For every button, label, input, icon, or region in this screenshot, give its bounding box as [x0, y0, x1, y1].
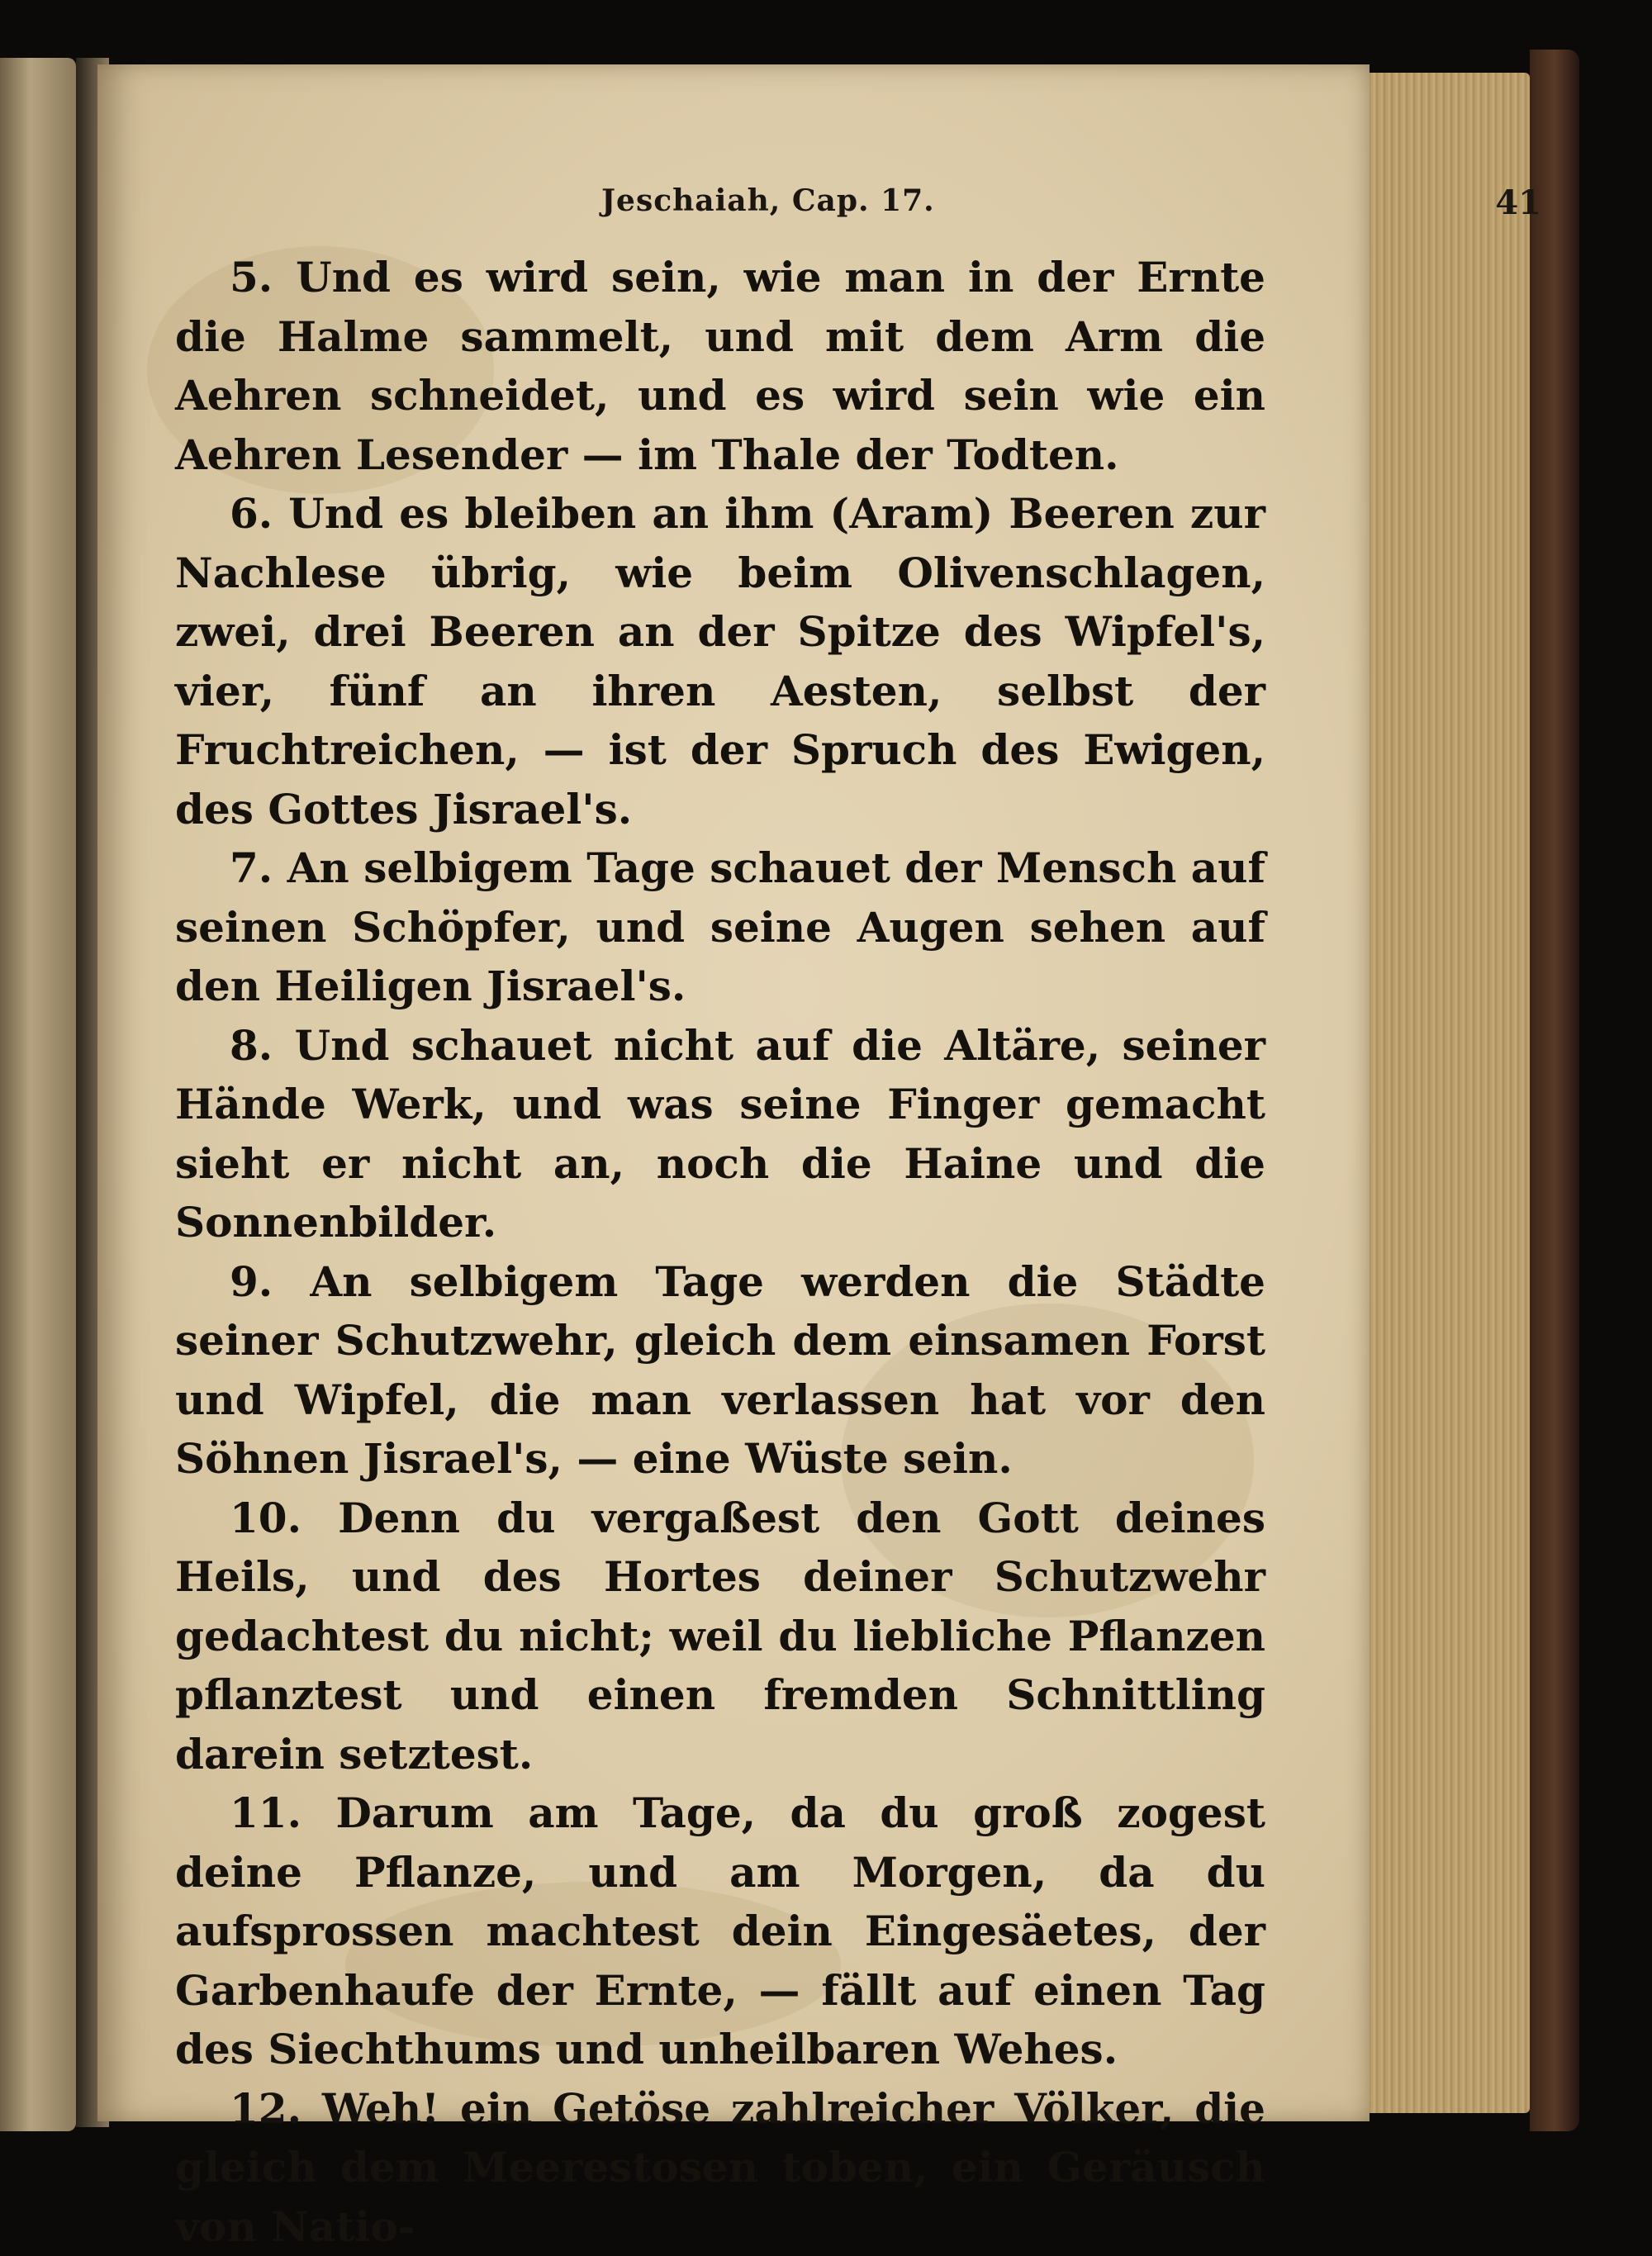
verse-10: 10. Denn du vergaßest den Gott deines Heils, und des Hortes deiner Schutzwehr gedachtest du nicht; weil du liebliche Pflanzen pflanztest und einen fremden Schnittling darein setztest. — [175, 1489, 1265, 1784]
verse-5: 5. Und es wird sein, wie man in der Ernte die Halme sammelt, und mit dem Arm die Aehren schneidet, und es wird sein wie ein Aehren Lesender — im Thale der Todten. — [175, 248, 1265, 484]
verse-9: 9. An selbigem Tage werden die Städte seiner Schutzwehr, gleich dem einsamen Forst und Wipfel, die man verlassen hat vor den Söhnen Jisrael's, — eine Wüste sein. — [175, 1252, 1265, 1489]
body-text — [175, 248, 1265, 2256]
page-header — [578, 183, 1541, 223]
verse-6: 6. Und es bleiben an ihm (Aram) Beeren zur Nachlese übrig, wie beim Olivenschlagen, zwei, drei Beeren an der Spitze des Wipfel's, vier, fünf an ihren Aesten, selbst der Fruchtreichen, — ist der Spruch des Ewigen, des Gottes Jisrael's. — [175, 484, 1265, 838]
verse-8: 8. Und schauet nicht auf die Altäre, seiner Hände Werk, und was seine Finger gemacht sieht er nicht an, noch die Haine und die Sonnenbilder. — [175, 1016, 1265, 1252]
book-cover-edge — [1530, 50, 1579, 2131]
previous-page-edge — [0, 58, 76, 2131]
running-title: Jeschaiah, Cap. 17. — [601, 183, 935, 218]
verse-11: 11. Darum am Tage, da du groß zogest deine Pflanze, und am Morgen, da du aufsprossen machtest dein Eingesäetes, der Garbenhaufe der Ernte, — fällt auf einen Tag des Siechthums und unheilbaren Wehes. — [175, 1783, 1265, 2079]
page-number: 41 — [1495, 183, 1541, 222]
verse-12: 12. Weh! ein Getöse zahlreicher Völker, die gleich dem Meerestosen toben, ein Geräusch von Natio- — [175, 2079, 1265, 2256]
page-block-edges — [1365, 73, 1530, 2113]
verse-7: 7. An selbigem Tage schauet der Mensch auf seinen Schöpfer, und seine Augen sehen auf den Heiligen Jisrael's. — [175, 838, 1265, 1016]
